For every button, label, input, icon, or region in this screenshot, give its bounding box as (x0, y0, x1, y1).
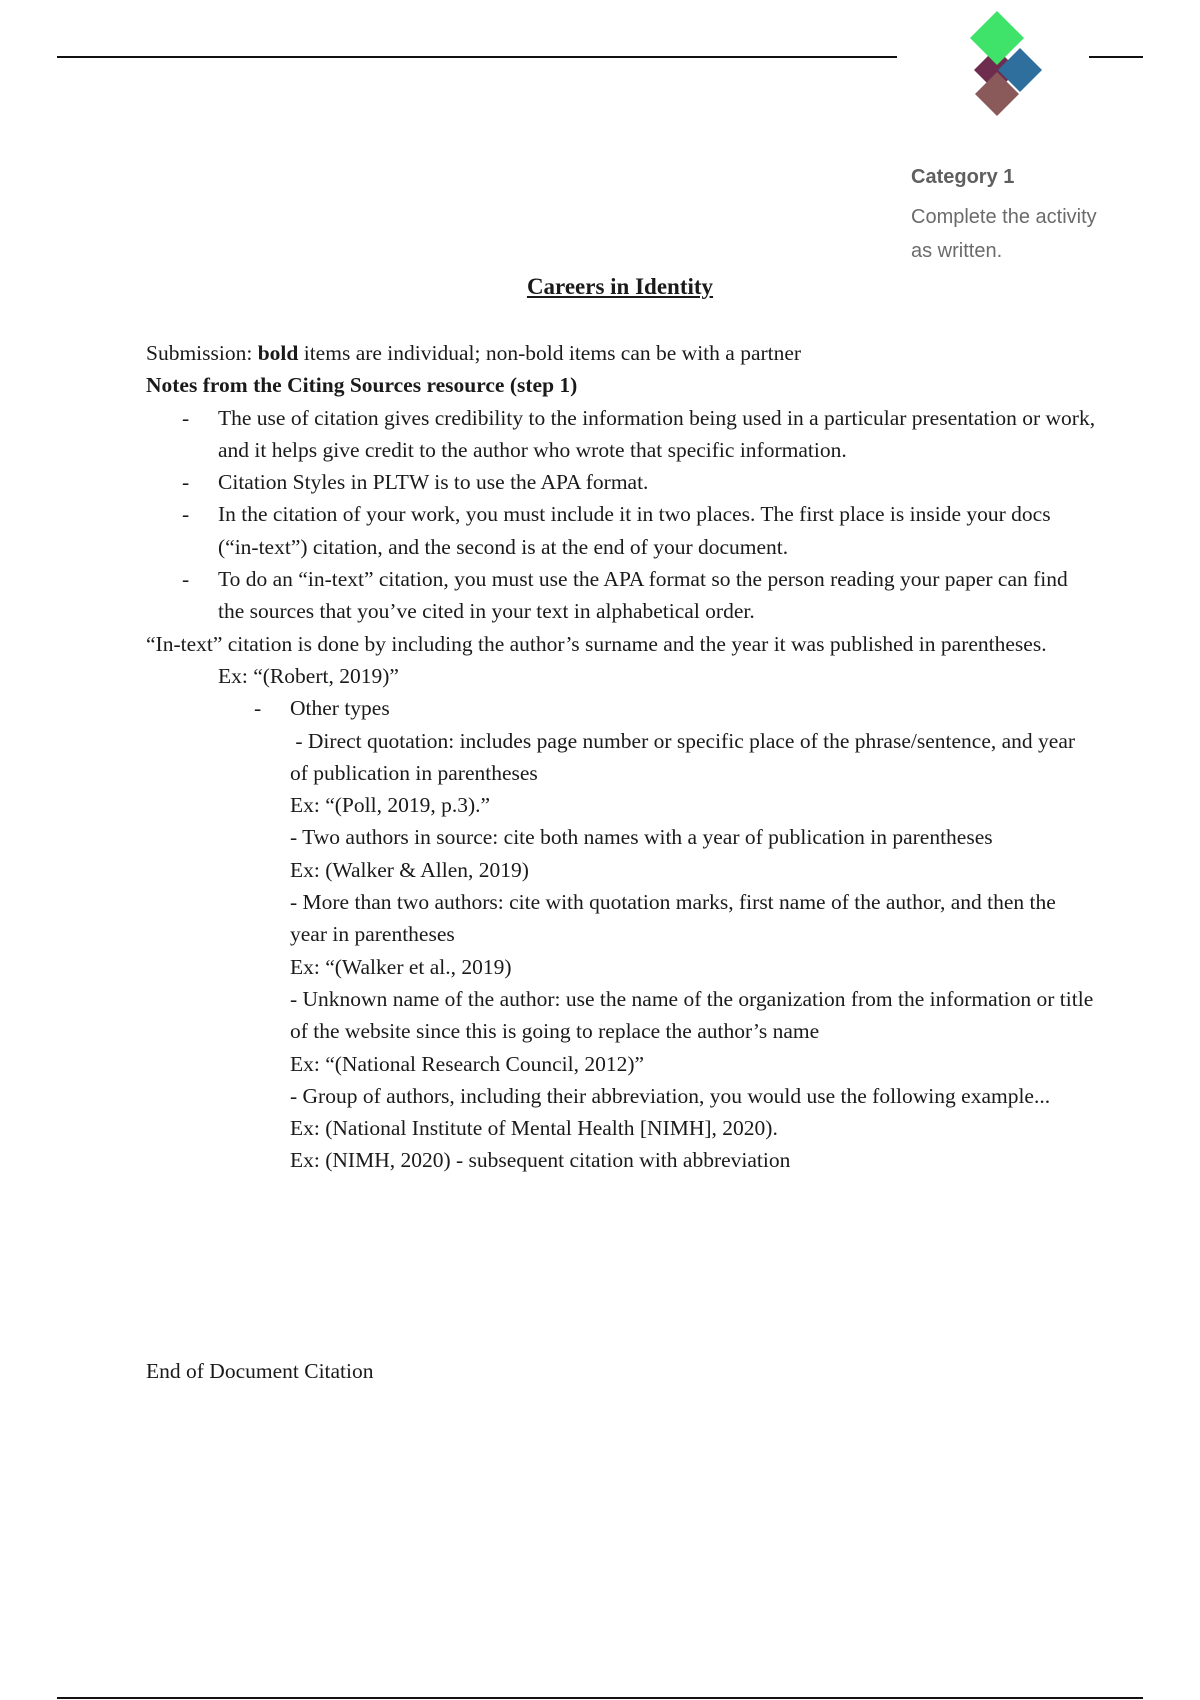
header-rule-right (1089, 56, 1143, 58)
list-item: Ex: “(Walker et al., 2019) (290, 954, 512, 979)
list-item: - More than two authors: cite with quotation marks, first name of the author, and then the year in parentheses (290, 890, 1056, 947)
list-item: - The use of citation gives credibility to the information being used in a particular presentation or work, and it helps give credit to the author who wrote that specific information. (146, 402, 1096, 467)
intext-example: Ex: “(Robert, 2019)” (218, 663, 399, 688)
header-rule-left (57, 56, 897, 58)
list-item: - Citation Styles in PLTW is to use the APA format. (146, 466, 1096, 498)
list-item: - To do an “in-text” citation, you must use the APA format so the person reading your paper can find the sources that you’ve cited in your text in alphabetical order. (146, 563, 1096, 628)
list-item: - In the citation of your work, you must include it in two places. The first place is inside your docs (“in-text”) citation, and the second is at the end of your document. (146, 498, 1096, 563)
list-item: Ex: (NIMH, 2020) - subsequent citation with abbreviation (290, 1148, 791, 1173)
category-box (911, 164, 1151, 268)
category-description: Complete the activity as written. (911, 206, 1097, 262)
list-item: Ex: “(National Research Council, 2012)” (290, 1051, 645, 1076)
list-item: Ex: (National Institute of Mental Health [NIMH], 2020). (290, 1116, 778, 1141)
list-item: - Unknown name of the author: use the name of the organization from the information or title of the website since this is going to replace the author’s name (290, 986, 1094, 1044)
page-title: Careers in Identity (526, 274, 714, 299)
submission-bold-word: bold (257, 341, 299, 365)
list-item: - Direct quotation: includes page number or specific place of the phrase/sentence, and year of publication in parentheses (290, 728, 1081, 785)
list-item: - Group of authors, including their abbreviation, you would use the following example... (290, 1083, 1051, 1108)
intext-paragraph: “In-text” citation is done by including the author’s surname and the year it was published in parentheses. (146, 631, 1047, 656)
other-types-label: - Other types (146, 692, 1096, 724)
footer-rule (57, 1697, 1143, 1699)
notes-bullet-list (146, 402, 1096, 628)
notes-heading: Notes from the Citing Sources resource (step 1) (146, 373, 578, 398)
submission-suffix: items are individual; non-bold items can be with a partner (298, 341, 802, 365)
other-types-list (146, 725, 1096, 1177)
list-item: Ex: (Walker & Allen, 2019) (290, 857, 529, 882)
document-body (146, 337, 1096, 1177)
end-of-document-heading: End of Document Citation (146, 1359, 374, 1383)
submission-line (146, 337, 1096, 369)
list-item: - Two authors in source: cite both names with a year of publication in parentheses (290, 825, 993, 850)
four-diamond-logo (952, 6, 1042, 118)
category-title: Category 1 (911, 166, 1015, 188)
submission-prefix: Submission: (146, 341, 258, 365)
list-item: Ex: “(Poll, 2019, p.3).” (290, 793, 491, 818)
